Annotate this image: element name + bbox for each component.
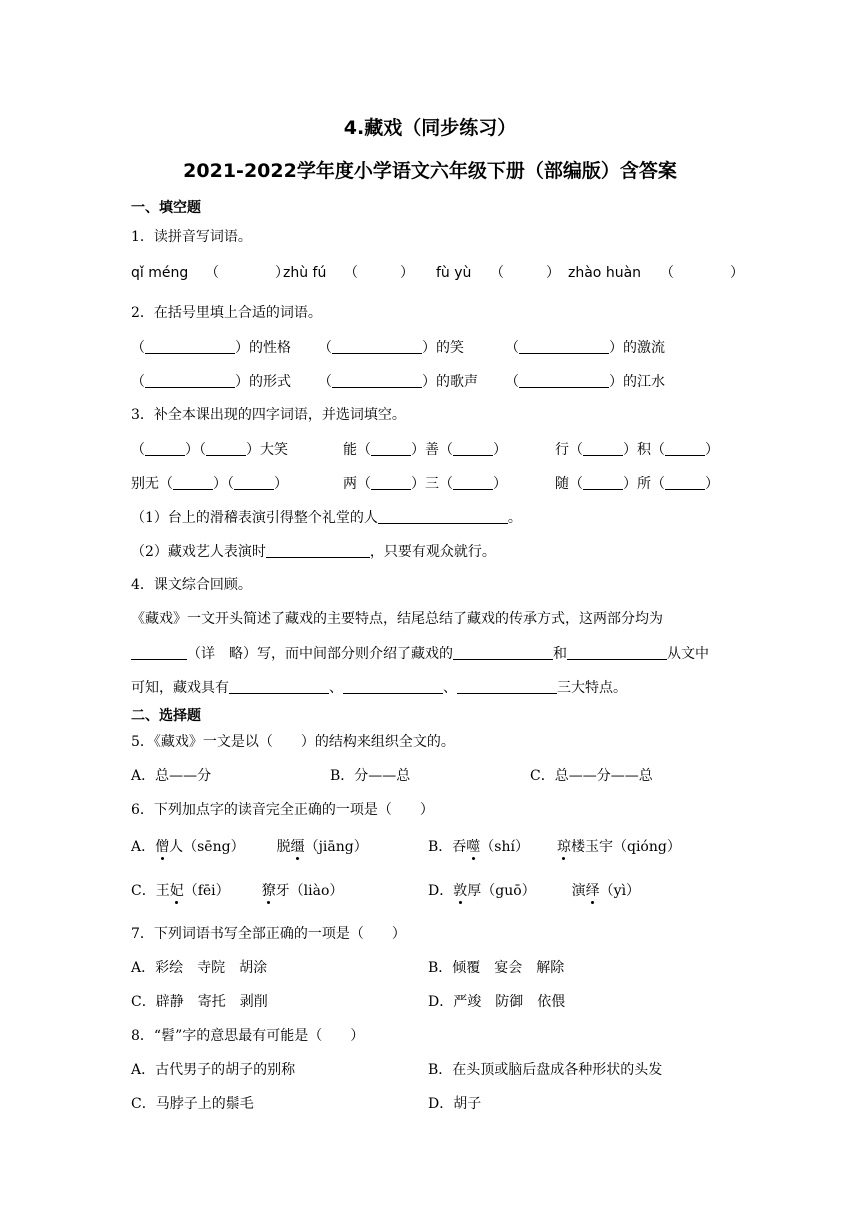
q7-option-a[interactable]: A．彩绘 寺院 胡涂 <box>131 960 268 976</box>
q1-blank-4[interactable]: （ ） <box>660 265 744 281</box>
q1-blank-1[interactable]: （ ） <box>205 265 289 281</box>
q2-item-4[interactable]: （ ）的形式 <box>131 374 291 390</box>
q1-pinyin-2: zhù fú <box>283 265 327 281</box>
q4-line-2[interactable]: （详 略）写，而中间部分则介绍了藏戏的 和 从文中 <box>131 644 709 663</box>
q7-option-c[interactable]: C．辟静 寄托 剥削 <box>131 994 268 1010</box>
q3-idiom-3[interactable]: 行（ ）积（ ） <box>555 442 719 458</box>
q1-pinyin-4: zhào huàn <box>568 265 642 281</box>
worksheet-title: 4.藏戏（同步练习） <box>343 117 517 139</box>
q3-idiom-2[interactable]: 能（ ）善（ ） <box>343 442 507 458</box>
q7-option-d[interactable]: D．严竣 防御 依偎 <box>428 994 566 1010</box>
q4-line-1: 《藏戏》一文开头简述了藏戏的主要特点，结尾总结了藏戏的传承方式，这两部分均为 <box>131 611 663 627</box>
q1-stem: 1．读拼音写词语。 <box>131 229 252 245</box>
q5-option-b[interactable]: B．分——总 <box>330 768 411 784</box>
q2-item-5[interactable]: （ ）的歌声 <box>318 374 478 390</box>
q5-option-c[interactable]: C．总——分——总 <box>530 768 653 784</box>
q2-item-3[interactable]: （ ）的激流 <box>505 340 665 356</box>
q1-blank-2[interactable]: （ ） <box>344 265 414 281</box>
q2-item-2[interactable]: （ ）的笑 <box>318 340 464 356</box>
q3-sentence-1[interactable]: （1）台上的滑稽表演引得整个礼堂的人 。 <box>131 510 522 526</box>
q7-option-b[interactable]: B．倾覆 宴会 解除 <box>428 960 565 976</box>
q3-idiom-6[interactable]: 随（ ）所（ ） <box>555 476 719 492</box>
q8-stem: 8．“髫”字的意思最有可能是（ ） <box>131 1028 365 1044</box>
q3-idiom-4[interactable]: 别无（ ）（ ） <box>131 476 288 492</box>
q1-pinyin-1: qǐ méng <box>131 265 189 281</box>
q8-option-a[interactable]: A．古代男子的胡子的别称 <box>131 1062 296 1078</box>
q6-stem: 6．下列加点字的读音完全正确的一项是（ ） <box>131 802 434 818</box>
q3-idiom-5[interactable]: 两（ ）三（ ） <box>343 476 507 492</box>
q2-stem: 2．在括号里填上合适的词语。 <box>131 305 322 321</box>
q2-item-1[interactable]: （ ）的性格 <box>131 340 291 356</box>
q5-stem: 5．《藏戏》一文是以（ ）的结构来组织全文的。 <box>131 734 455 750</box>
q4-line-3[interactable]: 可知，藏戏具有 、 、 三大特点。 <box>131 680 627 696</box>
q6-option-b[interactable]: B．吞噬（shí） 琼楼玉宇（qióng） <box>428 839 681 855</box>
worksheet-subtitle: 2021-2022学年度小学语文六年级下册（部编版）含答案 <box>183 160 677 182</box>
q6-option-c[interactable]: C．王妃（fēi） 獠牙（liào） <box>131 883 344 899</box>
q8-option-c[interactable]: C．马脖子上的鬃毛 <box>131 1096 254 1112</box>
q4-stem: 4．课文综合回顾。 <box>131 577 252 593</box>
q6-option-a[interactable]: A．僧人（sēng） 脱缰（jiāng） <box>131 839 368 855</box>
q8-option-d[interactable]: D．胡子 <box>428 1096 482 1112</box>
q5-option-a[interactable]: A．总——分 <box>131 768 212 784</box>
q6-option-d[interactable]: D．敦厚（guō） 演绎（yì） <box>428 883 641 899</box>
q1-blank-3[interactable]: （ ） <box>490 265 560 281</box>
section-fill-blank: 一、填空题 <box>131 200 201 216</box>
q3-stem: 3．补全本课出现的四字词语，并选词填空。 <box>131 407 406 423</box>
section-choice: 二、选择题 <box>131 708 201 724</box>
q7-stem: 7．下列词语书写全部正确的一项是（ ） <box>131 926 406 942</box>
q1-pinyin-3: fù yù <box>436 265 472 281</box>
q3-sentence-2[interactable]: （2）藏戏艺人表演时 ，只要有观众就行。 <box>131 544 496 560</box>
q8-option-b[interactable]: B．在头顶或脑后盘成各种形状的头发 <box>428 1062 663 1078</box>
q3-idiom-1[interactable]: （ ）（ ）大笑 <box>131 442 288 458</box>
q2-item-6[interactable]: （ ）的江水 <box>505 374 665 390</box>
